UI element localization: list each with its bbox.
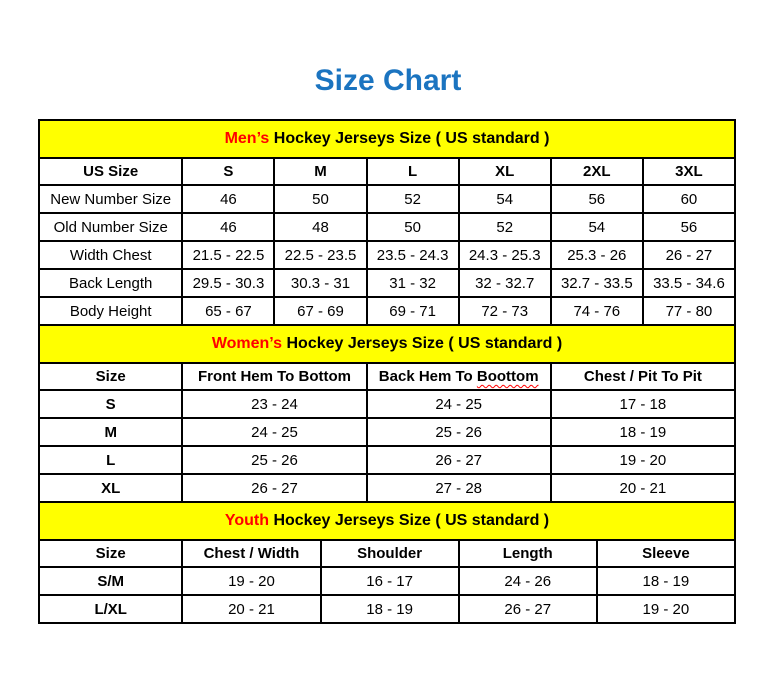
data-cell: 56 — [551, 185, 643, 213]
row-label-cell: Back Length — [39, 269, 182, 297]
header-cell: L — [367, 158, 459, 185]
page-title: Size Chart — [314, 64, 462, 97]
size-tables-container — [38, 119, 736, 624]
data-cell: 25 - 26 — [367, 418, 551, 446]
data-cell: 18 - 19 — [551, 418, 735, 446]
table-row — [39, 567, 735, 595]
data-cell: 26 - 27 — [367, 446, 551, 474]
row-label-cell: L — [39, 446, 182, 474]
womens-header-row — [39, 363, 735, 390]
row-label-cell: S — [39, 390, 182, 418]
data-cell: 56 — [643, 213, 735, 241]
data-cell: 24.3 - 25.3 — [459, 241, 551, 269]
data-cell: 24 - 26 — [459, 567, 597, 595]
data-cell: 18 - 19 — [321, 595, 459, 623]
mens-band-row — [39, 120, 735, 158]
mens-band-title — [39, 120, 735, 158]
data-cell: 24 - 25 — [367, 390, 551, 418]
row-label-cell: Old Number Size — [39, 213, 182, 241]
header-cell: M — [274, 158, 366, 185]
data-cell: 26 - 27 — [459, 595, 597, 623]
row-label-cell: Body Height — [39, 297, 182, 325]
data-cell: 46 — [182, 213, 274, 241]
data-cell: 52 — [367, 185, 459, 213]
row-label-cell: Width Chest — [39, 241, 182, 269]
data-cell: 19 - 20 — [182, 567, 320, 595]
data-cell: 25 - 26 — [182, 446, 366, 474]
data-cell: 54 — [459, 185, 551, 213]
header-cell: Sleeve — [597, 540, 735, 567]
data-cell: 30.3 - 31 — [274, 269, 366, 297]
table-row — [39, 213, 735, 241]
table-row — [39, 297, 735, 325]
header-cell: 3XL — [643, 158, 735, 185]
header-cell: US Size — [39, 158, 182, 185]
womens-band-title — [39, 325, 735, 363]
header-cell: Front Hem To Bottom — [182, 363, 366, 390]
youth-band-rest: Hockey Jerseys Size ( US standard ) — [269, 512, 550, 529]
table-row — [39, 185, 735, 213]
data-cell: 50 — [274, 185, 366, 213]
header-cell: Chest / Width — [182, 540, 320, 567]
row-label-cell: S/M — [39, 567, 182, 595]
row-label-cell: New Number Size — [39, 185, 182, 213]
data-cell: 69 - 71 — [367, 297, 459, 325]
header-cell: Chest / Pit To Pit — [551, 363, 735, 390]
data-cell: 23 - 24 — [182, 390, 366, 418]
womens-band-row — [39, 325, 735, 363]
header-cell: Size — [39, 363, 182, 390]
youth-band-row — [39, 502, 735, 540]
data-cell: 48 — [274, 213, 366, 241]
header-cell: Size — [39, 540, 182, 567]
row-label-cell: M — [39, 418, 182, 446]
data-cell: 32 - 32.7 — [459, 269, 551, 297]
data-cell: 25.3 - 26 — [551, 241, 643, 269]
data-cell: 26 - 27 — [182, 474, 366, 502]
table-row — [39, 241, 735, 269]
data-cell: 77 - 80 — [643, 297, 735, 325]
data-cell: 33.5 - 34.6 — [643, 269, 735, 297]
table-row — [39, 269, 735, 297]
data-cell: 52 — [459, 213, 551, 241]
table-row — [39, 390, 735, 418]
youth-header-row — [39, 540, 735, 567]
header-cell: XL — [459, 158, 551, 185]
header-cell: S — [182, 158, 274, 185]
data-cell: 16 - 17 — [321, 567, 459, 595]
youth-band-title — [39, 502, 735, 540]
data-cell: 65 - 67 — [182, 297, 274, 325]
table-row — [39, 474, 735, 502]
header-cell: Length — [459, 540, 597, 567]
mens-band-highlight: Men’s — [224, 130, 270, 147]
data-cell: 31 - 32 — [367, 269, 459, 297]
data-cell: 50 — [367, 213, 459, 241]
data-cell: 72 - 73 — [459, 297, 551, 325]
data-cell: 74 - 76 — [551, 297, 643, 325]
table-row — [39, 418, 735, 446]
data-cell: 54 — [551, 213, 643, 241]
mens-size-table — [38, 119, 736, 326]
youth-size-table — [38, 501, 736, 624]
mens-header-row — [39, 158, 735, 185]
data-cell: 20 - 21 — [551, 474, 735, 502]
data-cell: 46 — [182, 185, 274, 213]
row-label-cell: XL — [39, 474, 182, 502]
data-cell: 22.5 - 23.5 — [274, 241, 366, 269]
data-cell: 23.5 - 24.3 — [367, 241, 459, 269]
data-cell: 20 - 21 — [182, 595, 320, 623]
womens-size-table — [38, 324, 736, 503]
header-cell: Shoulder — [321, 540, 459, 567]
data-cell: 26 - 27 — [643, 241, 735, 269]
womens-band-rest: Hockey Jerseys Size ( US standard ) — [282, 335, 563, 352]
header-cell: Back Hem To Boottom — [367, 363, 551, 390]
data-cell: 67 - 69 — [274, 297, 366, 325]
misspelled-word: Boottom — [476, 368, 539, 385]
row-label-cell: L/XL — [39, 595, 182, 623]
table-row — [39, 595, 735, 623]
data-cell: 17 - 18 — [551, 390, 735, 418]
data-cell: 18 - 19 — [597, 567, 735, 595]
data-cell: 27 - 28 — [367, 474, 551, 502]
data-cell: 29.5 - 30.3 — [182, 269, 274, 297]
mens-band-rest: Hockey Jerseys Size ( US standard ) — [269, 130, 550, 147]
womens-band-highlight: Women’s — [211, 335, 283, 352]
data-cell: 19 - 20 — [597, 595, 735, 623]
data-cell: 60 — [643, 185, 735, 213]
data-cell: 21.5 - 22.5 — [182, 241, 274, 269]
data-cell: 19 - 20 — [551, 446, 735, 474]
table-row — [39, 446, 735, 474]
data-cell: 24 - 25 — [182, 418, 366, 446]
youth-band-highlight: Youth — [224, 512, 269, 529]
data-cell: 32.7 - 33.5 — [551, 269, 643, 297]
header-cell: 2XL — [551, 158, 643, 185]
